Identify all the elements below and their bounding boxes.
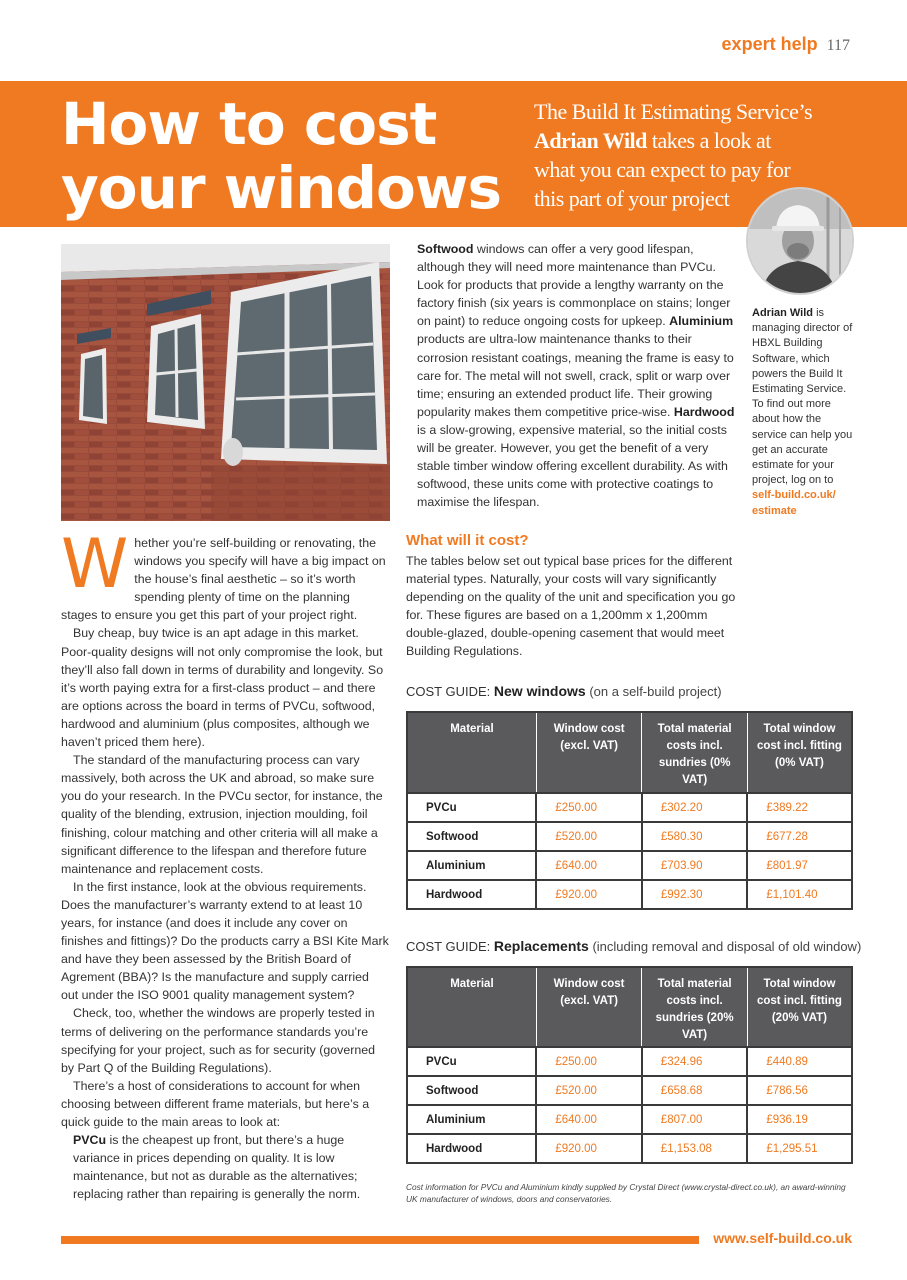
hardwood-text: is a slow-growing, expensive material, so the initial costs will be greater. However, you get the benefit of a very stable timber window offering excellent durability. As with softwood, these units come with protective coatings to maximise the lifespan. xyxy=(417,422,728,510)
bio-text: is managing director of HBXL Building Software, which powers the Build It Estimating Service. To find out more about how the service can help you get an accurate estimate for your project, log on to xyxy=(752,307,853,487)
cell-price: £1,295.51 xyxy=(747,1134,852,1163)
cost-credit: Cost information for PVCu and Aluminium kindly supplied by Crystal Direct (www.crystal-direct.co.uk), an award-winning UK manufacturer of windows, doors and conservatories. xyxy=(406,1182,846,1204)
table-replacements-suffix: (including removal and disposal of old window) xyxy=(592,939,862,954)
author-portrait xyxy=(746,187,854,295)
cell-price: £658.68 xyxy=(642,1076,748,1105)
section-label: expert help xyxy=(721,34,818,54)
cell-price: £992.30 xyxy=(642,880,747,909)
aluminium-label: Aluminium xyxy=(669,314,734,329)
footer-url[interactable]: www.self-build.co.uk xyxy=(713,1230,852,1246)
table-row xyxy=(407,793,852,822)
table-new-title: New windows xyxy=(493,683,586,699)
standfirst-text-2: what you can expect to pay for xyxy=(534,157,791,182)
table-new-heading xyxy=(406,683,722,699)
cell-price: £520.00 xyxy=(536,822,641,851)
aluminium-text: products are ultra-low maintenance thanks to their corrosion resistant coatings, meaning the frame is easy to care for. The metal will not swell, crack, split or warp over time; ensuring an extended product life. Their growing popularity makes them competitive price-wise. xyxy=(417,332,734,419)
table-row xyxy=(407,851,852,880)
cell-material: PVCu xyxy=(407,793,536,822)
hardwood-label: Hardwood xyxy=(673,404,735,419)
header-total-cost: Total window cost incl. fitting (0% VAT) xyxy=(747,712,852,793)
cell-price: £520.00 xyxy=(536,1076,641,1105)
footer-rule xyxy=(61,1236,699,1244)
pvcu-text: is the cheapest up front, but there’s a huge variance in prices depending on quality. It is low maintenance, but not as durable as the alternatives; replacing rather than repairing is generally the norm. xyxy=(73,1133,361,1202)
cell-price: £324.96 xyxy=(642,1047,748,1076)
table-replacements-title: Replacements xyxy=(493,938,589,954)
paragraph: Check, too, whether the windows are properly tested in terms of delivering on the performance standards you’re specifying for your project, such as for security (governed by Part Q of the Building Regulations). xyxy=(61,1006,376,1075)
table-replacements xyxy=(406,966,853,1164)
cell-price: £920.00 xyxy=(536,1134,641,1163)
article-title xyxy=(61,92,531,220)
cell-material: Aluminium xyxy=(407,1105,536,1134)
drop-cap: W xyxy=(61,525,129,604)
cell-price: £1,153.08 xyxy=(642,1134,748,1163)
cell-price: £389.22 xyxy=(747,793,852,822)
paragraph: The standard of the manufacturing process can vary massively, both across the UK and abroad, so make sure you do your research. In the PVCu sector, for instance, the quality of the blending, extrusion, injection moulding, foil finishing, colour matching and other criteria will all make a significant difference to the lifespan and therefore future maintenance and replacement costs. xyxy=(61,753,383,876)
cell-material: Softwood xyxy=(407,1076,536,1105)
pvcu-paragraph xyxy=(61,1131,389,1203)
cell-price: £807.00 xyxy=(642,1105,748,1134)
table-row xyxy=(407,1076,852,1105)
page-folio xyxy=(722,34,850,55)
intro-paragraph xyxy=(61,525,389,624)
paragraph: There’s a host of considerations to account for when choosing between different frame materials, but here’s a quick guide to the main areas to look at: xyxy=(61,1078,370,1129)
table-replacements-prefix: COST GUIDE: xyxy=(406,939,491,954)
pvcu-label: PVCu xyxy=(73,1133,107,1148)
header-material-costs: Total material costs incl. sundries (0% VAT) xyxy=(642,712,747,793)
header-window-cost: Window cost (excl. VAT) xyxy=(536,712,641,793)
cell-price: £250.00 xyxy=(536,793,641,822)
header-material: Material xyxy=(407,712,536,793)
header-window-cost: Window cost (excl. VAT) xyxy=(536,967,641,1047)
house-window-photo xyxy=(61,244,390,521)
cell-material: Aluminium xyxy=(407,851,536,880)
standfirst-lead: The Build It Estimating Service’s xyxy=(534,99,813,124)
header-material-costs: Total material costs incl. sundries (20% VAT) xyxy=(642,967,748,1047)
cell-price: £786.56 xyxy=(747,1076,852,1105)
page-number: 117 xyxy=(826,37,850,54)
cell-price: £703.90 xyxy=(642,851,747,880)
cell-price: £801.97 xyxy=(747,851,852,880)
cell-price: £250.00 xyxy=(536,1047,641,1076)
cell-material: Softwood xyxy=(407,822,536,851)
table-new-windows xyxy=(406,711,853,910)
cell-material: Hardwood xyxy=(407,1134,536,1163)
softwood-label: Softwood xyxy=(417,242,474,256)
standfirst-author: Adrian Wild xyxy=(534,128,647,153)
table-replacements-heading xyxy=(406,938,861,954)
intro-text: hether you’re self-building or renovating, the windows you specify will have a big impact on the house’s final aesthetic – so it’s worth spending plenty of time on the planning stages to ensure you get this part of your project right. xyxy=(61,536,386,623)
table-header-row xyxy=(407,712,852,793)
header-material: Material xyxy=(407,967,536,1047)
cell-price: £920.00 xyxy=(536,880,641,909)
cell-price: £1,101.40 xyxy=(747,880,852,909)
cell-price: £936.19 xyxy=(747,1105,852,1134)
cell-price: £440.89 xyxy=(747,1047,852,1076)
table-row xyxy=(407,1047,852,1076)
title-line-1: How to cost xyxy=(61,90,437,158)
cell-price: £302.20 xyxy=(642,793,747,822)
standfirst-text-3: this part of your project xyxy=(534,186,730,211)
table-row xyxy=(407,1105,852,1134)
bio-name: Adrian Wild xyxy=(752,307,814,319)
cell-price: £677.28 xyxy=(747,822,852,851)
header-total-cost: Total window cost incl. fitting (20% VAT) xyxy=(747,967,852,1047)
paragraph: In the first instance, look at the obvious requirements. Does the manufacturer’s warranty extend to at least 10 years, for instance (and does it include any cover on finishes and fittings)? Do the products carry a BSI Kite Mark and have they been assessed by the British Board of Agrement (BBA)? Is the manufacture and supply carried out under the ISO 9001 quality management system? xyxy=(61,879,389,1003)
author-bio xyxy=(752,306,857,519)
cell-price: £580.30 xyxy=(642,822,747,851)
title-line-2: your windows xyxy=(61,154,501,222)
cost-intro: The tables below set out typical base prices for the different material types. Naturally, your costs will vary significantly depending on the quality of the unit and specification you go for. These figures are based on a 1,200mm x 1,200mm double-glazed, double-opening casement that would meet Building Regulations. xyxy=(406,554,736,659)
softwood-text: windows can offer a very good lifespan, although they will need more maintenance than PVCu. Look for products that provide a lengthy warranty on the factory finish (six years is commonplace on stains; longer on paint) to reduce ongoing costs for upkeep. xyxy=(417,242,731,329)
paragraph: Buy cheap, buy twice is an apt adage in this market. Poor-quality designs will not only compromise the look, but they’ll also fall down in terms of durability and longevity. So it’s worth paying extra for a first-class product – and there are options across the board in terms of PVCu, softwood, hardwood and aluminium (plus composites, although we haven’t priced them here). xyxy=(61,626,384,750)
table-header-row xyxy=(407,967,852,1047)
left-column xyxy=(61,525,389,1203)
bio-link[interactable]: self-build.co.uk/ estimate xyxy=(752,489,836,517)
table-row xyxy=(407,880,852,909)
cell-material: Hardwood xyxy=(407,880,536,909)
standfirst-text-1: takes a look at xyxy=(651,128,771,153)
cost-heading: What will it cost? xyxy=(406,532,529,549)
table-row xyxy=(407,822,852,851)
middle-column xyxy=(417,240,735,511)
cell-price: £640.00 xyxy=(536,851,641,880)
table-new-prefix: COST GUIDE: xyxy=(406,684,491,699)
table-new-suffix: (on a self-build project) xyxy=(589,684,722,699)
cell-material: PVCu xyxy=(407,1047,536,1076)
table-row xyxy=(407,1134,852,1163)
cell-price: £640.00 xyxy=(536,1105,641,1134)
